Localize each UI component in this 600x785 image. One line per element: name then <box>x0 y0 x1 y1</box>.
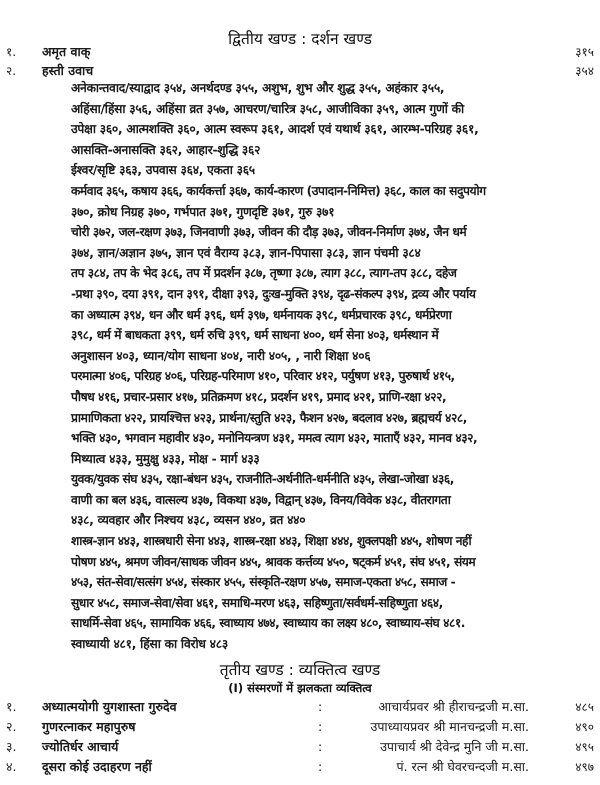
topic-line: शास्त्र-ज्ञान ४४३, शास्त्रधारी सेना ४४३, शास्त्र-रक्षा ४४३, शिक्षा ४४४, शुक्लपक्षी ४४५, शोषण नहीं <box>71 534 472 549</box>
topic-line: युवक/युवक संघ ४३५, रक्षा-बंधन ४३५, राजनीति-अर्थनीति-धर्मनीति ४३५, लेखा-जोखा ४३६, <box>71 472 454 487</box>
toc-entry <box>0 737 600 757</box>
entry-page-number: ४९० <box>575 720 594 734</box>
toc-entry <box>0 757 600 777</box>
subsection-heading: (I) संस्मरणों में झलकता व्यक्तित्व <box>228 681 372 695</box>
entry-title: ज्योतिर्धर आचार्य <box>42 739 119 754</box>
entry-title: अमृत वाक् <box>42 44 91 59</box>
topic-line: साधर्मि-सेवा ४६५, सामायिक ४६६, स्वाध्याय ४७४, स्वाध्याय का लक्ष्य ४८०, स्वाध्याय-संघ ४८१. <box>71 616 465 631</box>
topic-line: -प्रथा ३९०, दया ३९१, दान ३९१, दीक्षा ३९३, दुःख-मुक्ति ३९४, दृढ-संकल्प ३९४, द्रव्य और पर्याय <box>71 286 476 301</box>
topic-line: ३७०, क्रोध निग्रह ३७०, गर्भपात ३७१, गुणदृष्टि ३७१, गुरु ३७१ <box>71 204 335 219</box>
entry-title: गुणरत्नाकर महापुरुष <box>42 719 136 734</box>
topic-line: वाणी का बल ४३६, वात्सल्य ४३७, विकथा ४३७, विद्वान् ४३७, विनय/विवेक ४३८, वीतरागता <box>71 492 451 507</box>
entry-title: हस्ती उवाच <box>42 63 94 78</box>
separator-colon: : <box>318 699 323 714</box>
entry-number: १. <box>6 45 17 59</box>
topic-line: ४३८, व्यवहार और निश्चय ४३८, व्यसन ४४०, व्रत ४४० <box>71 513 306 528</box>
topic-line: ३७४, ज्ञान/अज्ञान ३७५, ज्ञान एवं वैराग्य ३८३, ज्ञान-पिपासा ३८३, ज्ञान पंचमी ३८४ <box>71 245 421 260</box>
separator-colon: : <box>318 739 323 754</box>
topic-line: आसक्ति-अनासक्ति ३६२, आहार-शुद्धि ३६२ <box>71 142 261 157</box>
entry-page-number: ४८५ <box>575 700 594 714</box>
entry-title: अध्यात्मयोगी युगशास्ता गुरुदेव <box>42 699 177 714</box>
topic-index-block <box>71 78 541 655</box>
entry-page-number: ३५४ <box>575 64 594 78</box>
entry-author: पं. रत्न श्री घेवरचन्दजी म.सा. <box>396 759 529 774</box>
entry-author: उपाचार्य श्री देवेन्द्र मुनि जी म.सा. <box>380 739 529 754</box>
topic-line: अनेकान्तवाद/स्याद्वाद ३५४, अनर्थदण्ड ३५५, अशुभ, शुभ और शुद्ध ३५५, अहंकार ३५५, <box>71 81 445 95</box>
topic-line: अहिंसा/हिंसा ३५६, अहिंसा व्रत ३५७, आचरण/चारित्र ३५८, आजीविका ३५९, आत्म गुणों की <box>71 101 464 116</box>
topic-line: ३९८, धर्म में बाधकता ३९९, धर्म रुचि ३९९, धर्म साधना ४००, धर्म सेना ४०३, धर्मस्थान में <box>71 328 439 343</box>
entry-number: २. <box>6 719 17 734</box>
entry-author: उपाध्यायप्रवर श्री मानचन्द्रजी म.सा. <box>370 719 529 734</box>
topic-line: उपेक्षा ३६०, आत्मशक्ति ३६०, आत्म स्वरूप ३६१, आदर्श एवं यथार्थ ३६१, आरम्भ-परिग्रह ३६१, <box>71 122 479 137</box>
entry-number: ३. <box>6 739 17 754</box>
topic-line: अनुशासन ४०३, ध्यान/योग साधना ४०४, नारी ४०५, , नारी शिक्षा ४०६ <box>71 348 371 363</box>
topic-line: ईश्वर/सृष्टि ३६३, उपवास ३६४, एकता ३६५ <box>71 163 255 178</box>
topic-line: पौषध ४१६, प्रचार-प्रसार ४१७, प्रतिक्रमण ४१८, प्रदर्शन ४१९, प्रमाद ४२१, प्राणि-रक्षा ४२२, <box>71 389 447 404</box>
toc-entry <box>0 697 600 717</box>
topic-line: का अध्यात्म ३९४, धन और धर्म ३९६, धर्म ३९७, धर्मनायक ३९८, धर्मप्रचारक ३९८, धर्मप्रेरणा <box>71 307 452 322</box>
topic-line: भक्ति ४३०, भगवान महावीर ४३०, मनोनियन्त्रण ४३१, ममत्व त्याग ४३२, माताएँ ४३२, मानव ४३२, <box>71 431 478 446</box>
entry-number: १. <box>6 699 17 714</box>
toc-entry <box>0 43 600 61</box>
topic-line: परमात्मा ४०६, परिग्रह ४०६, परिग्रह-परिमाण ४१०, परिवार ४१२, पर्युषण ४१३, पुरुषार्थ ४१५, <box>71 369 455 384</box>
topic-line: सुधार ४५८, समाज-सेवा/सेवा ४६१, समाधि-मरण ४६३, सहिष्णुता/सर्वधर्म-सहिष्णुता ४६४, <box>71 595 443 610</box>
topic-line: कर्मवाद ३६५, कषाय ३६६, कार्यकर्त्ता ३६७, कार्य-कारण (उपादान-निमित्त) ३६८, काल का सदुपयोग <box>71 183 486 198</box>
topic-line: पोषण ४४५, श्रमण जीवन/साधक जीवन ४४५, श्रावक कर्त्तव्य ४५०, षट्कर्म ४५१, संघ ४५१, संयम <box>71 554 476 569</box>
separator-colon: : <box>318 719 323 734</box>
entry-page-number: ४९५ <box>575 740 594 754</box>
separator-colon: : <box>318 759 323 774</box>
entry-page-number: ३१५ <box>575 45 594 59</box>
topic-line: चोरी ३७२, जल-रक्षण ३७३, जिनवाणी ३७३, जीवन की दौड़ ३७३, जीवन-निर्माण ३७४, जैन धर्म <box>71 225 467 240</box>
topic-line: तप ३८४, तप के भेद ३८६, तप में प्रदर्शन ३८७, तृष्णा ३८७, त्याग ३८८, त्याग-तप ३८८, दहेज <box>71 266 457 281</box>
topic-line: प्रामाणिकता ४२२, प्रायश्चित्त ४२३, प्रार्थना/स्तुति ४२३, फैशन ४२७, बदलाव ४२७, ब्रह्मचर्य ४२८, <box>71 410 467 425</box>
entry-page-number: ४९७ <box>575 760 594 774</box>
topic-line: ४५३, संत-सेवा/सत्संग ४५४, संस्कार ४५५, संस्कृति-रक्षण ४५७, समाज-एकता ४५८, समाज - <box>71 575 456 590</box>
entry-number: ४. <box>6 759 17 774</box>
entry-title: दूसरा कोई उदाहरण नहीं <box>42 759 152 774</box>
section-heading-vyaktitva-khand: तृतीय खण्ड : व्यक्तित्व खण्ड <box>219 661 381 679</box>
toc-entry <box>0 717 600 737</box>
topic-line: मिथ्यात्व ४३३, मुमुक्षु ४३३, मोक्ष - मार्ग ४३३ <box>71 451 260 466</box>
section-heading-darshan-khand: द्वितीय खण्ड : दर्शन खण्ड <box>228 30 372 48</box>
entry-number: २. <box>6 64 17 78</box>
entry-author: आचार्यप्रवर श्री हीराचन्द्रजी म.सा. <box>378 699 529 714</box>
topic-line: स्वाध्यायी ४८१, हिंसा का विरोध ४८३ <box>71 637 228 652</box>
